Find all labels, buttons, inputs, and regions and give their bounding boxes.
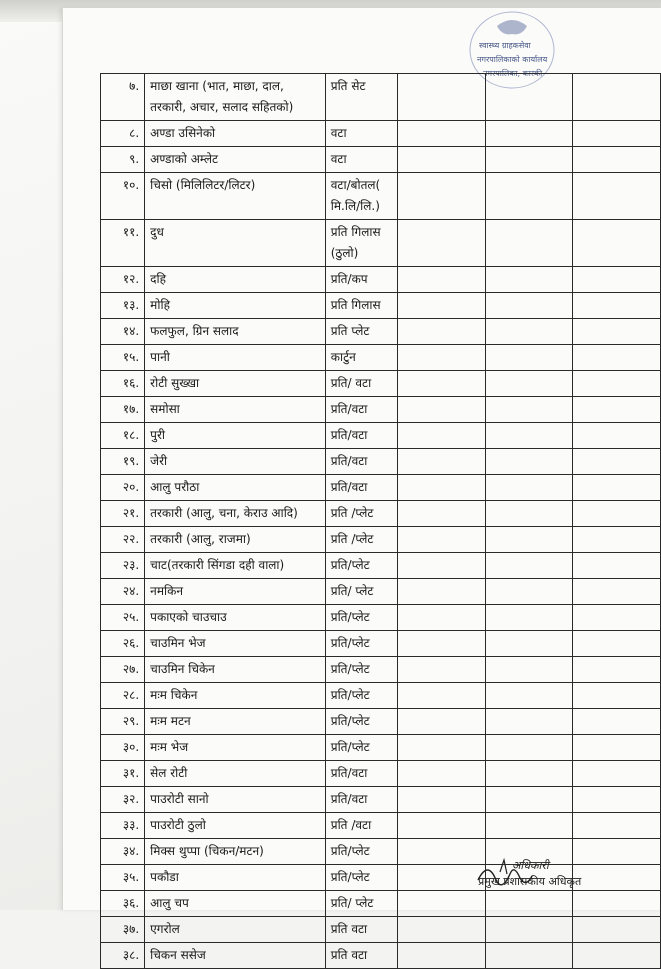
- rate-cell: [485, 917, 572, 943]
- rate-cell: [398, 657, 485, 683]
- rate-cell: [485, 501, 572, 527]
- table-row: [101, 813, 661, 839]
- unit-cell: प्रति/प्लेट: [325, 839, 398, 865]
- signatory-title: प्रमुख प्रशासकीय अधिकृत: [478, 875, 582, 888]
- rate-cell: [485, 121, 572, 147]
- unit-cell: प्रति सेट: [325, 74, 398, 121]
- table-row: [101, 501, 661, 527]
- rate-cell: [398, 683, 485, 709]
- rate-cell: [398, 735, 485, 761]
- remarks-cell: [572, 787, 660, 813]
- remarks-cell: [572, 74, 660, 121]
- serial-number-cell: २८.: [101, 683, 145, 709]
- table-row: [101, 761, 661, 787]
- remarks-cell: [572, 709, 660, 735]
- rate-cell: [398, 761, 485, 787]
- item-name-cell: दहि: [145, 267, 326, 293]
- unit-cell: प्रति/ प्लेट: [325, 891, 398, 917]
- stamp-line-2: नगरपालिकाको कार्यालय: [477, 55, 548, 64]
- serial-number-cell: ३२.: [101, 787, 145, 813]
- unit-cell: प्रति गिलास (ठुलो): [325, 220, 398, 267]
- serial-number-cell: ३८.: [101, 943, 145, 969]
- item-name-cell: माछा खाना (भात, माछा, दाल, तरकारी, अचार, सलाद सहितको): [145, 74, 326, 121]
- table-row: [101, 657, 661, 683]
- unit-cell: प्रति/प्लेट: [325, 683, 398, 709]
- serial-number-cell: २२.: [101, 527, 145, 553]
- table-row: [101, 605, 661, 631]
- rate-cell: [398, 579, 485, 605]
- item-name-cell: पकौडा: [145, 865, 326, 891]
- unit-cell: कार्टुन: [325, 345, 398, 371]
- item-name-cell: तरकारी (आलु, राजमा): [145, 527, 326, 553]
- serial-number-cell: ३४.: [101, 839, 145, 865]
- table-row: [101, 74, 661, 121]
- item-name-cell: समोसा: [145, 397, 326, 423]
- remarks-cell: [572, 475, 660, 501]
- unit-cell: प्रति/वटा: [325, 475, 398, 501]
- remarks-cell: [572, 813, 660, 839]
- rate-cell: [485, 173, 572, 220]
- remarks-cell: [572, 605, 660, 631]
- item-name-cell: अण्डाको अम्लेट: [145, 147, 326, 173]
- item-name-cell: चाट(तरकारी सिंगडा दही वाला): [145, 553, 326, 579]
- item-name-cell: मःम चिकेन: [145, 683, 326, 709]
- table-row: [101, 943, 661, 969]
- rate-cell: [485, 631, 572, 657]
- table-row: [101, 267, 661, 293]
- table-row: [101, 319, 661, 345]
- item-name-cell: दुध: [145, 220, 326, 267]
- item-name-cell: पकाएको चाउचाउ: [145, 605, 326, 631]
- item-name-cell: चाउमिन भेज: [145, 631, 326, 657]
- serial-number-cell: २४.: [101, 579, 145, 605]
- unit-cell: प्रति/ प्लेट: [325, 579, 398, 605]
- item-name-cell: एगरोल: [145, 917, 326, 943]
- rate-cell: [398, 173, 485, 220]
- remarks-cell: [572, 943, 660, 969]
- rate-cell: [398, 121, 485, 147]
- remarks-cell: [572, 220, 660, 267]
- item-name-cell: फलफुल, ग्रिन सलाद: [145, 319, 326, 345]
- rate-cell: [398, 605, 485, 631]
- serial-number-cell: २७.: [101, 657, 145, 683]
- rate-cell: [398, 943, 485, 969]
- remarks-cell: [572, 319, 660, 345]
- rate-cell: [398, 220, 485, 267]
- item-name-cell: पाउरोटी सानो: [145, 787, 326, 813]
- rate-cell: [485, 735, 572, 761]
- rate-cell: [485, 475, 572, 501]
- remarks-cell: [572, 683, 660, 709]
- table-row: [101, 475, 661, 501]
- unit-cell: प्रति /प्लेट: [325, 501, 398, 527]
- unit-cell: वटा/बोतल( मि.लि/लि.): [325, 173, 398, 220]
- table-row: [101, 631, 661, 657]
- rate-cell: [485, 761, 572, 787]
- remarks-cell: [572, 761, 660, 787]
- rate-cell: [398, 709, 485, 735]
- remarks-cell: [572, 147, 660, 173]
- serial-number-cell: ११.: [101, 220, 145, 267]
- rate-cell: [485, 683, 572, 709]
- serial-number-cell: १३.: [101, 293, 145, 319]
- rate-cell: [485, 220, 572, 267]
- rate-cell: [485, 345, 572, 371]
- remarks-cell: [572, 371, 660, 397]
- table-row: [101, 709, 661, 735]
- item-name-cell: आलु परौठा: [145, 475, 326, 501]
- rate-cell: [398, 501, 485, 527]
- price-rate-table: [100, 73, 661, 969]
- rate-cell: [485, 943, 572, 969]
- remarks-cell: [572, 293, 660, 319]
- serial-number-cell: १७.: [101, 397, 145, 423]
- table-row: [101, 345, 661, 371]
- table-row: [101, 553, 661, 579]
- unit-cell: प्रति/प्लेट: [325, 709, 398, 735]
- table-row: [101, 147, 661, 173]
- unit-cell: प्रति/प्लेट: [325, 735, 398, 761]
- rate-cell: [398, 475, 485, 501]
- item-name-cell: रोटी सुख्खा: [145, 371, 326, 397]
- unit-cell: प्रति/प्लेट: [325, 657, 398, 683]
- unit-cell: वटा: [325, 147, 398, 173]
- item-name-cell: मःम भेज: [145, 735, 326, 761]
- unit-cell: वटा: [325, 121, 398, 147]
- serial-number-cell: ७.: [101, 74, 145, 121]
- item-name-cell: पाउरोटी ठुलो: [145, 813, 326, 839]
- rate-cell: [398, 74, 485, 121]
- rate-cell: [398, 345, 485, 371]
- table-row: [101, 220, 661, 267]
- unit-cell: प्रति प्लेट: [325, 319, 398, 345]
- remarks-cell: [572, 735, 660, 761]
- rate-cell: [398, 917, 485, 943]
- item-name-cell: जेरी: [145, 449, 326, 475]
- serial-number-cell: ३७.: [101, 917, 145, 943]
- serial-number-cell: २१.: [101, 501, 145, 527]
- rate-cell: [485, 147, 572, 173]
- unit-cell: प्रति /वटा: [325, 813, 398, 839]
- rate-cell: [485, 787, 572, 813]
- table-row: [101, 397, 661, 423]
- serial-number-cell: २६.: [101, 631, 145, 657]
- remarks-cell: [572, 345, 660, 371]
- rate-cell: [485, 371, 572, 397]
- rate-cell: [485, 293, 572, 319]
- remarks-cell: [572, 121, 660, 147]
- rate-cell: [485, 423, 572, 449]
- unit-cell: प्रति/वटा: [325, 787, 398, 813]
- serial-number-cell: १०.: [101, 173, 145, 220]
- rate-cell: [485, 527, 572, 553]
- unit-cell: प्रति/प्लेट: [325, 631, 398, 657]
- item-name-cell: आलु चप: [145, 891, 326, 917]
- item-name-cell: चिकन ससेज: [145, 943, 326, 969]
- rate-cell: [398, 319, 485, 345]
- remarks-cell: [572, 397, 660, 423]
- table-row: [101, 121, 661, 147]
- remarks-cell: [572, 423, 660, 449]
- serial-number-cell: २५.: [101, 605, 145, 631]
- rate-cell: [485, 709, 572, 735]
- unit-cell: प्रति/वटा: [325, 397, 398, 423]
- serial-number-cell: १८.: [101, 423, 145, 449]
- serial-number-cell: ३१.: [101, 761, 145, 787]
- unit-cell: प्रति वटा: [325, 917, 398, 943]
- item-name-cell: पुरी: [145, 423, 326, 449]
- item-name-cell: पानी: [145, 345, 326, 371]
- rate-cell: [398, 553, 485, 579]
- serial-number-cell: ३६.: [101, 891, 145, 917]
- rate-cell: [485, 74, 572, 121]
- rate-cell: [398, 267, 485, 293]
- rate-cell: [485, 449, 572, 475]
- rate-cell: [485, 319, 572, 345]
- table-row: [101, 449, 661, 475]
- serial-number-cell: १४.: [101, 319, 145, 345]
- serial-number-cell: ३०.: [101, 735, 145, 761]
- item-name-cell: मःम मटन: [145, 709, 326, 735]
- item-name-cell: अण्डा उसिनेको: [145, 121, 326, 147]
- remarks-cell: [572, 657, 660, 683]
- unit-cell: प्रति/प्लेट: [325, 865, 398, 891]
- rate-cell: [485, 657, 572, 683]
- unit-cell: प्रति/कप: [325, 267, 398, 293]
- serial-number-cell: १९.: [101, 449, 145, 475]
- table-row: [101, 371, 661, 397]
- unit-cell: प्रति/वटा: [325, 423, 398, 449]
- table-row: [101, 735, 661, 761]
- item-name-cell: चिसो (मिलिलिटर/लिटर): [145, 173, 326, 220]
- serial-number-cell: १२.: [101, 267, 145, 293]
- serial-number-cell: ९.: [101, 147, 145, 173]
- table-row: [101, 787, 661, 813]
- rate-cell: [398, 423, 485, 449]
- table-row: [101, 917, 661, 943]
- rate-cell: [398, 527, 485, 553]
- table-row: [101, 579, 661, 605]
- table-row: [101, 683, 661, 709]
- rate-cell: [398, 813, 485, 839]
- remarks-cell: [572, 501, 660, 527]
- rate-cell: [485, 605, 572, 631]
- rate-cell: [485, 267, 572, 293]
- remarks-cell: [572, 527, 660, 553]
- remarks-cell: [572, 631, 660, 657]
- item-name-cell: तरकारी (आलु, चना, केराउ आदि): [145, 501, 326, 527]
- rate-cell: [485, 553, 572, 579]
- rate-cell: [398, 449, 485, 475]
- serial-number-cell: ३३.: [101, 813, 145, 839]
- table-row: [101, 173, 661, 220]
- unit-cell: प्रति/प्लेट: [325, 553, 398, 579]
- unit-cell: प्रति गिलास: [325, 293, 398, 319]
- unit-cell: प्रति/ वटा: [325, 371, 398, 397]
- serial-number-cell: १६.: [101, 371, 145, 397]
- stamp-line-3: नगरपालिका, कास्की: [483, 69, 543, 78]
- item-name-cell: सेल रोटी: [145, 761, 326, 787]
- unit-cell: प्रति/वटा: [325, 449, 398, 475]
- table-row: [101, 527, 661, 553]
- item-name-cell: चाउमिन चिकेन: [145, 657, 326, 683]
- item-name-cell: मिक्स थुप्पा (चिकन/मटन): [145, 839, 326, 865]
- remarks-cell: [572, 267, 660, 293]
- signatory-name: अधिकारी: [512, 859, 549, 872]
- unit-cell: प्रति/प्लेट: [325, 605, 398, 631]
- remarks-cell: [572, 917, 660, 943]
- table-row: [101, 293, 661, 319]
- rate-cell: [398, 147, 485, 173]
- rate-cell: [398, 787, 485, 813]
- rate-cell: [485, 397, 572, 423]
- remarks-cell: [572, 173, 660, 220]
- unit-cell: प्रति वटा: [325, 943, 398, 969]
- serial-number-cell: २०.: [101, 475, 145, 501]
- serial-number-cell: २९.: [101, 709, 145, 735]
- rate-cell: [485, 813, 572, 839]
- rate-cell: [485, 579, 572, 605]
- serial-number-cell: २३.: [101, 553, 145, 579]
- table-row: [101, 423, 661, 449]
- item-name-cell: मोहि: [145, 293, 326, 319]
- rate-cell: [398, 631, 485, 657]
- remarks-cell: [572, 579, 660, 605]
- serial-number-cell: ८.: [101, 121, 145, 147]
- unit-cell: प्रति /प्लेट: [325, 527, 398, 553]
- unit-cell: प्रति/वटा: [325, 761, 398, 787]
- stamp-line-1: स्वास्थ्य ग्राहकसेवा: [479, 41, 531, 50]
- rate-cell: [398, 371, 485, 397]
- item-name-cell: नमकिन: [145, 579, 326, 605]
- rate-cell: [398, 397, 485, 423]
- rate-cell: [398, 293, 485, 319]
- serial-number-cell: ३५.: [101, 865, 145, 891]
- serial-number-cell: १५.: [101, 345, 145, 371]
- remarks-cell: [572, 553, 660, 579]
- remarks-cell: [572, 449, 660, 475]
